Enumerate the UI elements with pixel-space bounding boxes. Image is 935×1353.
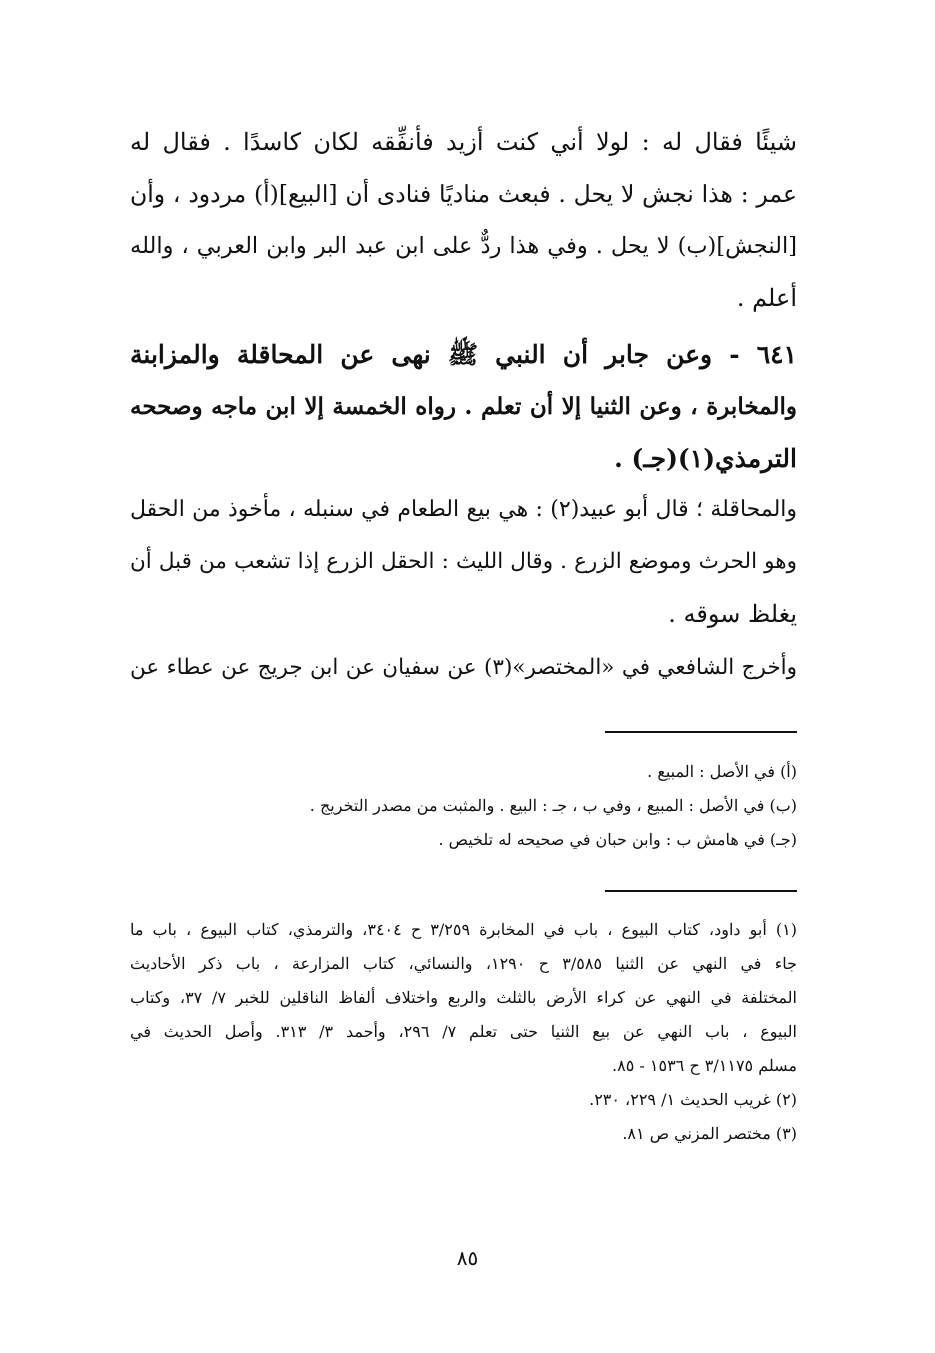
variant-notes — [130, 760, 797, 860]
variant-note: (جـ) في هامش ب : وابن حبان في صحيحه له تلخيص . — [438, 830, 797, 849]
footnote-line: (٢) غريب الحديث ١/ ٢٢٩، ٢٣٠. — [589, 1090, 797, 1109]
footnotes-separator-rule — [605, 890, 797, 892]
text-line: عمر : هذا نجش لا يحل . فبعث مناديًا فنادى أن [البيع](أ) مردود ، وأن — [130, 180, 797, 208]
footnote-line: المختلفة في النهي عن كراء الأرض بالثلث والربع واختلاف ألفاظ الناقلين للخبر ٧/ ٣٧، وكتاب — [130, 988, 797, 1007]
text-line: [النجش](ب) لا يحل . وفي هذا ردٌّ على ابن عبد البر وابن العربي ، والله — [130, 233, 797, 259]
footnote-line: مسلم ٣/١١٧٥ ح ١٥٣٦ - ٨٥. — [612, 1056, 797, 1075]
text-line: ٦٤١ - وعن جابر أن النبي ﷺ نهى عن المحاقلة والمزابنة — [130, 340, 797, 369]
text-line: والمحاقلة ؛ قال أبو عبيد(٢) : هي بيع الطعام في سنبله ، مأخوذ من الحقل — [130, 497, 797, 522]
footnote-line: (٣) مختصر المزني ص ٨١. — [622, 1124, 797, 1143]
footnote-line: البيوع ، باب النهي عن بيع الثنيا حتى تعلم ٧/ ٢٩٦، وأحمد ٣/ ٣١٣. وأصل الحديث في — [130, 1022, 797, 1041]
variant-note: (أ) في الأصل : المبيع . — [647, 762, 797, 781]
shafii-paragraph — [130, 648, 797, 698]
text-line: وأخرج الشافعي في «المختصر»(٣) عن سفيان عن ابن جريج عن عطاء عن — [130, 655, 797, 680]
text-line: شيئًا فقال له : لولا أني كنت أزيد فأنفِّقه لكان كاسدًا . فقال له — [130, 128, 797, 156]
footnotes — [130, 918, 797, 1168]
footnote-line: جاء في النهي عن الثنيا ٣/٥٨٥ ح ١٢٩٠، والنسائي، كتاب المزارعة ، باب ذكر الأحاديث — [130, 954, 797, 973]
hadith-641 — [130, 335, 797, 485]
variant-note: (ب) في الأصل : المبيع ، وفي ب ، جـ : البيع . والمثبت من مصدر التخريج . — [309, 796, 797, 815]
text-line: وهو الحرث وموضع الزرع . وقال الليث : الحقل الزرع إذا تشعب من قبل أن — [130, 549, 797, 574]
footnote-line: (١) أبو داود، كتاب البيوع ، باب في المخابرة ٣/٢٥٩ ح ٣٤٠٤، والترمذي، كتاب البيوع ، باب ما — [130, 920, 797, 939]
text-line: يغلظ سوقه . — [668, 600, 797, 628]
text-line: الترمذي(١)(جـ) . — [614, 444, 797, 473]
muhaqala-explanation — [130, 490, 797, 640]
page-number: ٨٥ — [456, 1246, 479, 1270]
notes-separator-rule — [605, 731, 797, 733]
text-line: والمخابرة ، وعن الثنيا إلا أن تعلم . رواه الخمسة إلا ابن ماجه وصححه — [130, 393, 797, 420]
paragraph-continuation — [130, 122, 797, 322]
text-line: أعلم . — [736, 284, 797, 312]
